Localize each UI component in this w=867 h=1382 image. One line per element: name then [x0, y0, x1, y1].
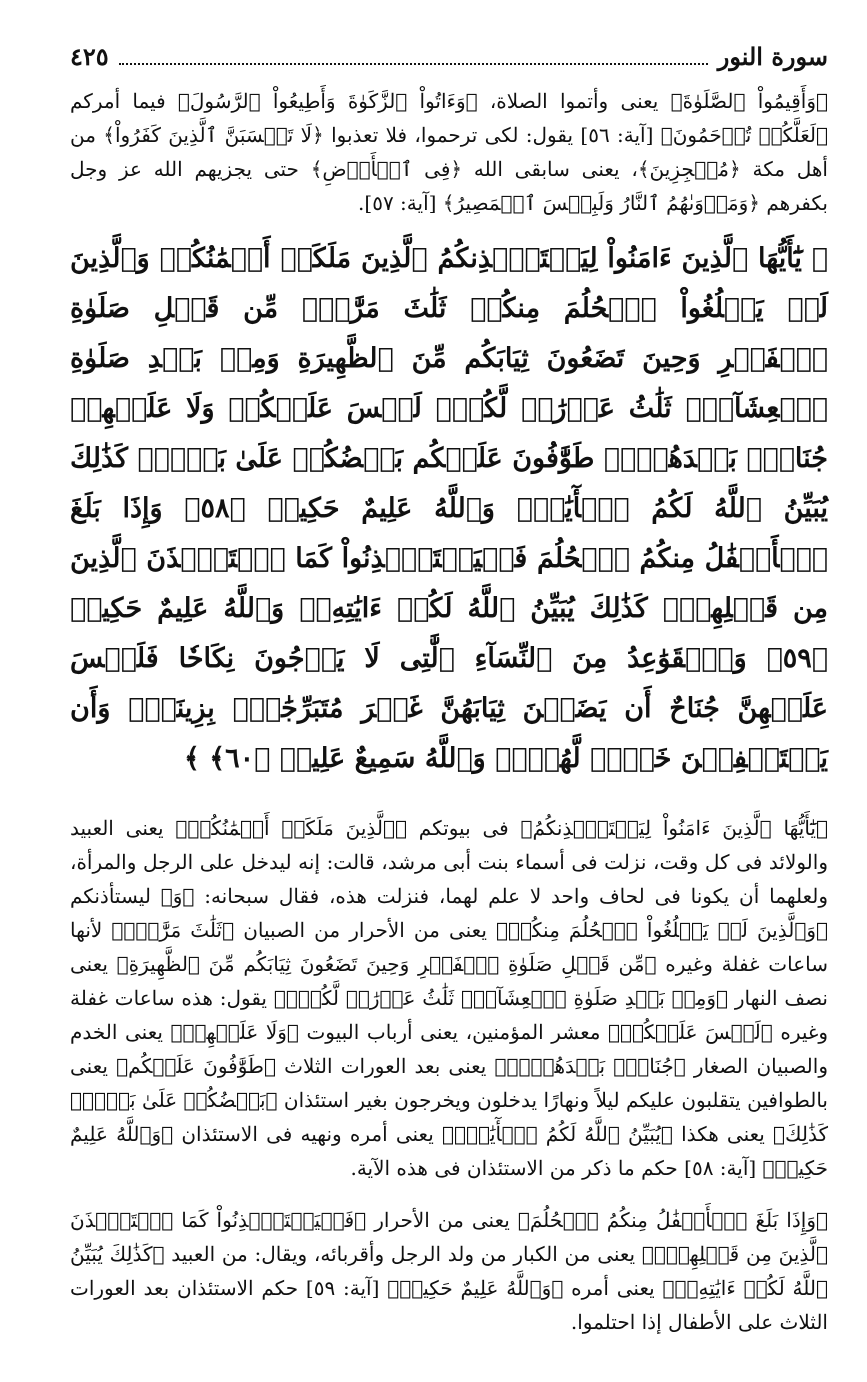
commentary-paragraph-2: ﴿يَٰٓأَيُّهَا ٱلَّذِينَ ءَامَنُواْ لِيَسۡتَـٔۡذِنكُمُ﴾ فى بيوتكم ﴿ٱلَّذِينَ مَلَكَتۡ أَيۡمَٰنُكُمۡ﴾ يعنى العبيد والولائد فى كل وقت، نزلت فى أسماء بنت أبى مرشد، قالت: إنه ليدخل على الرجل والمرأة، ولعلهما أن يكونا فى لحاف واحد لا علم لهما، فنزلت هذه، فقال سبحانه: ﴿وَ﴾ ليستأذنكم ﴿وَٱلَّذِينَ لَمۡ يَبۡلُغُواْ ٱلۡحُلُمَ مِنكُمۡ﴾ يعنى من الأحرار من الصبيان ﴿ثَلَٰثَ مَرَّٰتٖۚ﴾ لأنها ساعات غفلة وغيره ﴿مِّن قَبۡلِ صَلَوٰةِ ٱلۡفَجۡرِ وَحِينَ تَضَعُونَ ثِيَابَكُم مِّنَ ٱلظَّهِيرَةِ﴾ يعنى نصف النهار ﴿وَمِنۢ بَعۡدِ صَلَوٰةِ ٱلۡعِشَآءِۚ ثَلَٰثُ عَوۡرَٰتٖ لَّكُمۡۚ﴾ يقول: هذه ساعات غفلة وغيره ﴿لَيۡسَ عَلَيۡكُمۡ﴾ معشر المؤمنين، يعنى أرباب البيوت ﴿وَلَا عَلَيۡهِمۡ﴾ يعنى الخدم والصبيان الصغار ﴿جُنَاحُۢ بَعۡدَهُنَّۚ﴾ يعنى بعد العورات الثلاث ﴿طَوَّٰفُونَ عَلَيۡكُم﴾ يعنى بالطوافين يتقلبون عليكم ليلاً ونهارًا يدخلون ويخرجون بغير استئذان ﴿بَعۡضُكُمۡ عَلَىٰ بَعۡضٖۚ كَذَٰلِكَ﴾ يعنى هكذا ﴿يُبَيِّنُ ٱللَّهُ لَكُمُ ٱلۡأٓيَٰتِۗ﴾ يعنى أمره ونهيه فى الاستئذان ﴿وَٱللَّهُ عَلِيمٌ حَكِيمٞ﴾ [آية: ٥٨] حكم ما ذكر من الاستئذان فى هذه الآية. — [70, 816, 828, 1180]
commentary-paragraph-1: ﴿وَأَقِيمُواْ ٱلصَّلَوٰةَ﴾ يعنى وأتموا الصلاة، ﴿وَءَاتُواْ ٱلزَّكَوٰةَ وَأَطِيعُواْ ٱلرَّسُولَ﴾ فيما أمركم ﴿لَعَلَّكُمۡ تُرۡحَمُونَ﴾ [آية: ٥٦] يقول: لكى ترحموا، فلا تعذبوا ﴿لَا تَحۡسَبَنَّ ٱلَّذِينَ كَفَرُواْ﴾ من أهل مكة ﴿مُعۡجِزِينَ﴾، يعنى سابقى الله ﴿فِى ٱلۡأَرۡضِ﴾ حتى يجزيهم الله عز وجل بكفرهم ﴿وَمَأۡوَىٰهُمُ ٱلنَّارُ وَلَبِئۡسَ ٱلۡمَصِيرُ﴾ [آية: ٥٧]. — [70, 89, 829, 215]
commentary-paragraph-3: ﴿وَإِذَا بَلَغَ ٱلۡأَطۡفَٰلُ مِنكُمُ ٱلۡحُلُمَ﴾ يعنى من الأحرار ﴿فَلۡيَسۡتَـٔۡذِنُواْ كَمَا ٱسۡتَـٔۡذَنَ ٱلَّذِينَ مِن قَبۡلِهِمۡۚ﴾ يعنى من الكبار من ولد الرجل وأقربائه، ويقال: من العبيد ﴿كَذَٰلِكَ يُبَيِّنُ ٱللَّهُ لَكُمۡ ءَايَٰتِهِۦۗ﴾ يعنى أمره ﴿وَٱللَّهُ عَلِيمٌ حَكِيمٞ﴾ [آية: ٥٩] حكم الاستئذان بعد العورات الثلاث على الأطفال إذا احتلموا. — [70, 1208, 828, 1334]
surah-title: سورة النور — [717, 42, 828, 71]
header-dotted-leader — [119, 63, 708, 65]
page-header — [70, 40, 828, 74]
quran-verse-block: ﴿ يَٰٓأَيُّهَا ٱلَّذِينَ ءَامَنُواْ لِيَسۡتَـٔۡذِنكُمُ ٱلَّذِينَ مَلَكَتۡ أَيۡمَٰنُكُمۡ وَٱلَّذِينَ لَمۡ يَبۡلُغُواْ ٱلۡحُلُمَ مِنكُمۡ ثَلَٰثَ مَرَّٰتٖۚ مِّن قَبۡلِ صَلَوٰةِ ٱلۡفَجۡرِ وَحِينَ تَضَعُونَ ثِيَابَكُم مِّنَ ٱلظَّهِيرَةِ وَمِنۢ بَعۡدِ صَلَوٰةِ ٱلۡعِشَآءِۚ ثَلَٰثُ عَوۡرَٰتٖ لَّكُمۡۚ لَيۡسَ عَلَيۡكُمۡ وَلَا عَلَيۡهِمۡ جُنَاحُۢ بَعۡدَهُنَّۚ طَوَّٰفُونَ عَلَيۡكُم بَعۡضُكُمۡ عَلَىٰ بَعۡضٖۚ كَذَٰلِكَ يُبَيِّنُ ٱللَّهُ لَكُمُ ٱلۡأٓيَٰتِۗ وَٱللَّهُ عَلِيمٌ حَكِيمٞ ﴿٥٨﴾ وَإِذَا بَلَغَ ٱلۡأَطۡفَٰلُ مِنكُمُ ٱلۡحُلُمَ فَلۡيَسۡتَـٔۡذِنُواْ كَمَا ٱسۡتَـٔۡذَنَ ٱلَّذِينَ مِن قَبۡلِهِمۡۚ كَذَٰلِكَ يُبَيِّنُ ٱللَّهُ لَكُمۡ ءَايَٰتِهِۦۗ وَٱللَّهُ عَلِيمٌ حَكِيمٞ ﴿٥٩﴾ وَٱلۡقَوَٰعِدُ مِنَ ٱلنِّسَآءِ ٱلَّٰتِى لَا يَرۡجُونَ نِكَاحٗا فَلَيۡسَ عَلَيۡهِنَّ جُنَاحٌ أَن يَضَعۡنَ ثِيَابَهُنَّ غَيۡرَ مُتَبَرِّجَٰتِۢ بِزِينَةٖۖ وَأَن يَسۡتَعۡفِفۡنَ خَيۡرٞ لَّهُنَّۗ وَٱللَّهُ سَمِيعٌ عَلِيمٞ ﴿٦٠﴾ ﴾ — [70, 243, 829, 774]
page-number: ٤٢٥ — [70, 42, 109, 71]
document-page — [70, 40, 828, 1339]
